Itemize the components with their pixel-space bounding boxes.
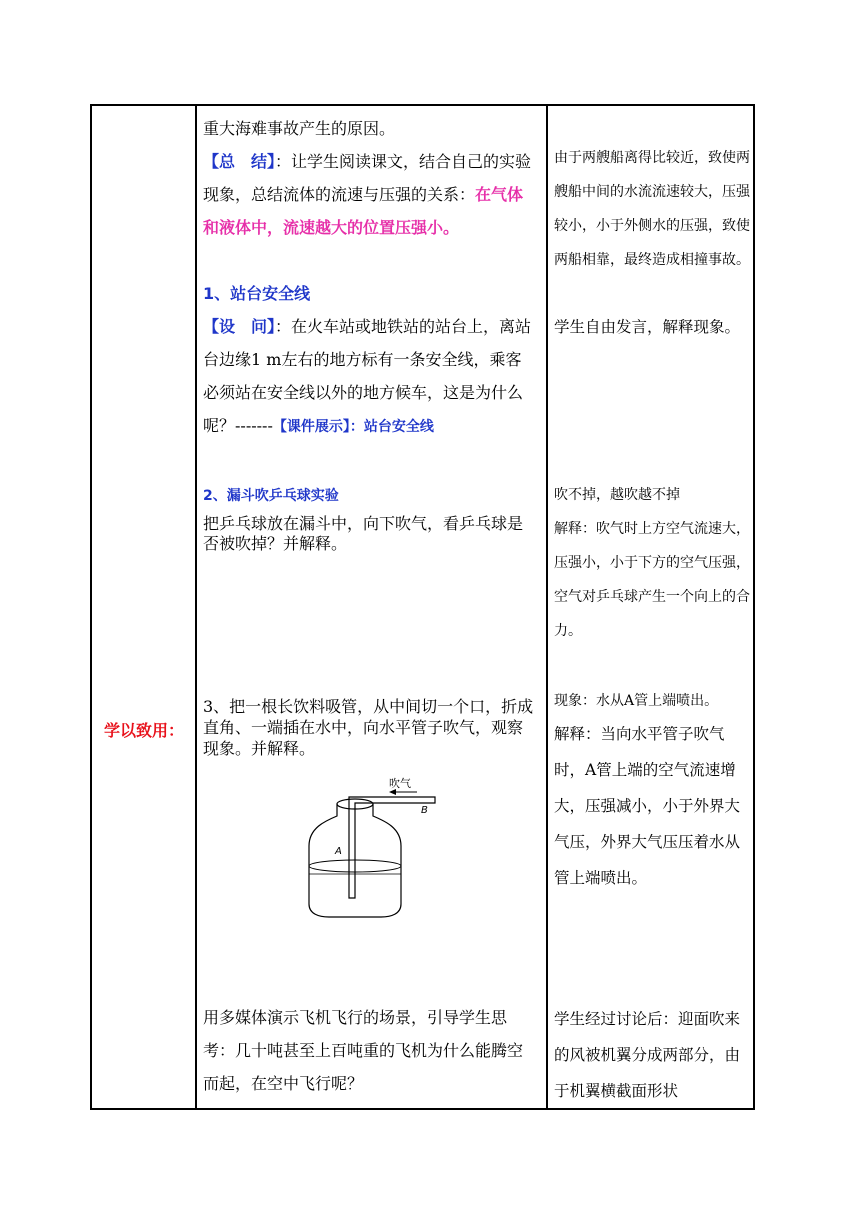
summary-text: ：让学生阅读课文，结合自己的实验现象，总结流体的流速与压强的关系： xyxy=(203,152,532,204)
paragraph-cause: 重大海难事故产生的原因。 xyxy=(203,119,396,138)
answer-ship-collision: 由于两艘船离得比较近，致使两艘船中间的水流流速较大，压强较小，小于外侧水的压强，致使两船相靠，最终造成相撞事故。 xyxy=(554,150,750,268)
summary-conclusion: 在气体和液体中，流速越大的位置压强小。 xyxy=(203,185,524,237)
figure-label-b: B xyxy=(421,805,428,816)
heading-platform-line: 1、站台安全线 xyxy=(203,284,311,303)
answer-funnel-result: 吹不掉，越吹越不掉 xyxy=(554,487,680,503)
paragraph-question xyxy=(203,310,535,444)
column-divider-2 xyxy=(546,106,548,1108)
answer-straw-explanation: 解释：当向水平管子吹气时，A管上端的空气流速增大，压强减小，小于外界大气压，外界大气压压着水从管上端喷出。 xyxy=(554,725,741,887)
heading-funnel-experiment: 2、漏斗吹乒乓球实验 xyxy=(203,488,339,504)
question-tag: 【设 问】 xyxy=(203,317,276,336)
summary-tag: 【总 结】 xyxy=(203,152,276,171)
answer-free-speech: 学生自由发言，解释现象。 xyxy=(554,318,741,336)
courseware-tag: 【课件展示】 xyxy=(272,419,350,435)
courseware-topic: ：站台安全线 xyxy=(349,419,434,435)
column-divider-1 xyxy=(195,106,197,1108)
answer-airplane: 学生经过讨论后：迎面吹来的风被机翼分成两部分，由于机翼横截面形状 xyxy=(554,1010,741,1100)
figure-label-blow: 吹气 xyxy=(389,777,411,790)
lesson-table xyxy=(90,104,755,1110)
paragraph-airplane: 用多媒体演示飞机飞行的场景，引导学生思考：几十吨甚至上百吨重的飞机为什么能腾空而起，在空中飞行呢？ xyxy=(203,1008,524,1093)
paragraph-straw: 3、把一根长饮料吸管，从中间切一个口，折成直角、一端插在水中，向水平管子吹气，观察现象。并解释。 xyxy=(203,697,534,758)
paragraph-summary xyxy=(203,145,535,244)
straw-bottle-figure xyxy=(299,774,459,922)
section-label: 学以致用： xyxy=(103,721,184,740)
answer-funnel-explanation: 解释：吹气时上方空气流速大，压强小，小于下方的空气压强，空气对乒乓球产生一个向上的合力。 xyxy=(554,521,750,639)
paragraph-funnel: 把乒乓球放在漏斗中，向下吹气，看乒乓球是否被吹掉？并解释。 xyxy=(203,514,524,553)
figure-label-a: A xyxy=(335,846,342,857)
question-text: ：在火车站或地铁站的站台上，离站台边缘1 m左右的地方标有一条安全线，乘客必须站在安全线以外的地方候车，这是为什么呢？------- xyxy=(203,317,532,435)
answer-straw-phenomenon: 现象：水从A管上端喷出。 xyxy=(554,693,719,709)
